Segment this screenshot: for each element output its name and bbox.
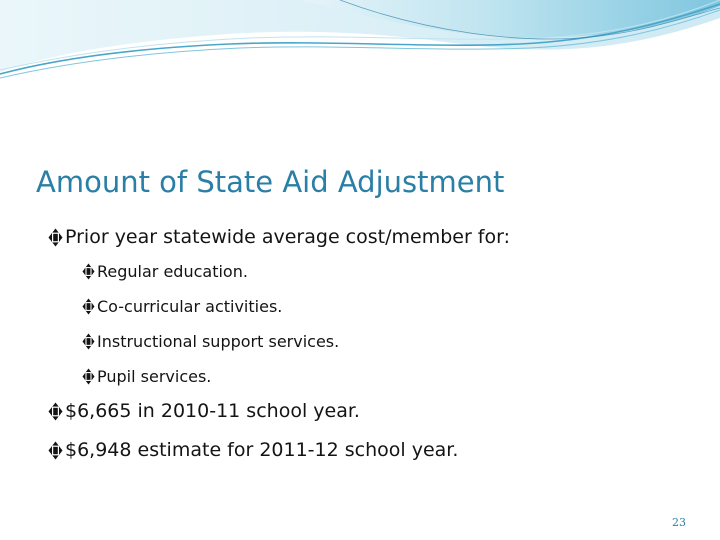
bullet-text: Regular education. [97,261,248,281]
bullet-text: Prior year statewide average cost/member for: [65,226,510,248]
bullet-item [82,260,248,282]
bullet-text: $6,948 estimate for 2011-12 school year. [65,439,459,461]
bullet-text: Instructional support services. [97,331,340,351]
slide-number: 23 [672,516,686,529]
missing-glyph-icon [82,333,95,350]
bullet-item [82,365,211,387]
missing-glyph-icon [48,441,63,460]
bullet-text: Pupil services. [97,366,212,386]
bullet-item [48,224,510,250]
bullet-item [82,330,339,352]
missing-glyph-icon [82,368,95,385]
missing-glyph-icon [82,263,95,280]
missing-glyph-icon [48,402,63,421]
missing-glyph-icon [48,228,63,247]
bullet-text: Co-curricular activities. [97,296,283,316]
bullet-item [48,398,360,424]
bullet-text: $6,665 in 2010-11 school year. [65,400,360,422]
missing-glyph-icon [82,298,95,315]
bullet-item [82,295,282,317]
bullet-item [48,437,458,463]
slide-title: Amount of State Aid Adjustment [36,165,505,199]
